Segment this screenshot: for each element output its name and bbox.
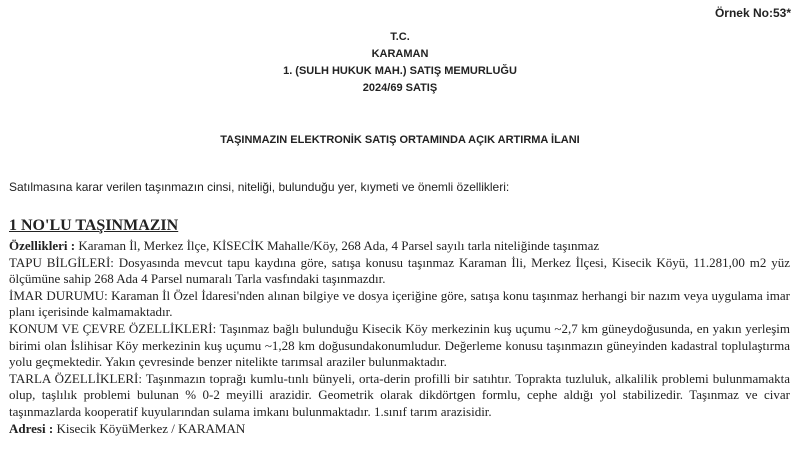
property-address: [9, 421, 790, 438]
title-deed-info: TAPU BİLGİLERİ: Dosyasında mevcut tapu kaydına göre, satışa konusu taşınmaz Karaman İli, Merkez İlçesi, Kisecik Köyü, 11.281,00 m2 yüz ölçümüne sahip 268 Ada 4 Parsel numaralı Tarla vasfındaki taşınmazdır.: [9, 254, 790, 287]
announcement-title: TAŞINMAZIN ELEKTRONİK SATIŞ ORTAMINDA AÇIK ARTIRMA İLANI: [220, 134, 580, 146]
property-section: [9, 216, 790, 437]
intro-text: Satılmasına karar verilen taşınmazın cinsi, niteliği, bulunduğu yer, kıymeti ve önemli özellikleri:: [9, 180, 510, 194]
header-office: 1. (SULH HUKUK MAH.) SATIŞ MEMURLUĞU: [283, 65, 517, 77]
property-title: 1 NO'LU TAŞINMAZIN: [9, 217, 179, 234]
zoning-status: İMAR DURUMU: Karaman İl Özel İdaresi'nden alınan bilgiye ve dosya içeriğine göre, satışa konu taşınmaz herhangi bir nazım veya uygulama imar planı içerisinde kalmamaktadır.: [9, 287, 790, 320]
features-label: Özellikleri :: [9, 238, 76, 253]
address-label: Adresi :: [9, 420, 54, 436]
address-text: Kisecik KöyüMerkez / KARAMAN: [53, 420, 246, 436]
document-header: [0, 29, 800, 97]
location-features: KONUM VE ÇEVRE ÖZELLİKLERİ: Taşınmaz bağlı bulunduğu Kisecik Köy merkezinin kuş uçumu ~2,7 km güneydoğusunda, en yakın yerleşim birimi olan İslihisar Köy merkezinin kuş uçumu ~1,28 km doğusundakonumludur. Değerleme konusu taşınmazın güneyinden kadastral toplulaştırma yolu geçmektedir. Yakın çevresinde benzer nitelikte tarımsal araziler bulunmaktadır.: [9, 320, 790, 370]
features-text: Karaman İl, Merkez İlçe, KİSECİK Mahalle/Köy, 268 Ada, 4 Parsel sayılı tarla niteliğinde taşınmaz: [75, 238, 600, 253]
sample-number: Örnek No:53*: [714, 6, 791, 20]
header-case-number: 2024/69 SATIŞ: [362, 82, 438, 94]
field-features: TARLA ÖZELLİKLERİ: Taşınmazın toprağı kumlu-tınlı bünyeli, orta-derin profilli bir satıhtır. Toprakta tuzluluk, alkalilik problemi bulunmamakta olup, taşlılık problemi bulunan % 0-2 meyilli arazidir. Geometrik olarak dikdörtgen formlu, cephe aldığı yol stabilizedir. Taşınmaz ve civar taşınmazlarda kooperatif kuyularından sulama imkanı bulunmaktadır. 1.sınıf tarım arazisidir.: [9, 370, 790, 419]
property-features: [9, 238, 790, 255]
header-city: KARAMAN: [371, 48, 429, 60]
header-country: T.C.: [390, 31, 410, 43]
